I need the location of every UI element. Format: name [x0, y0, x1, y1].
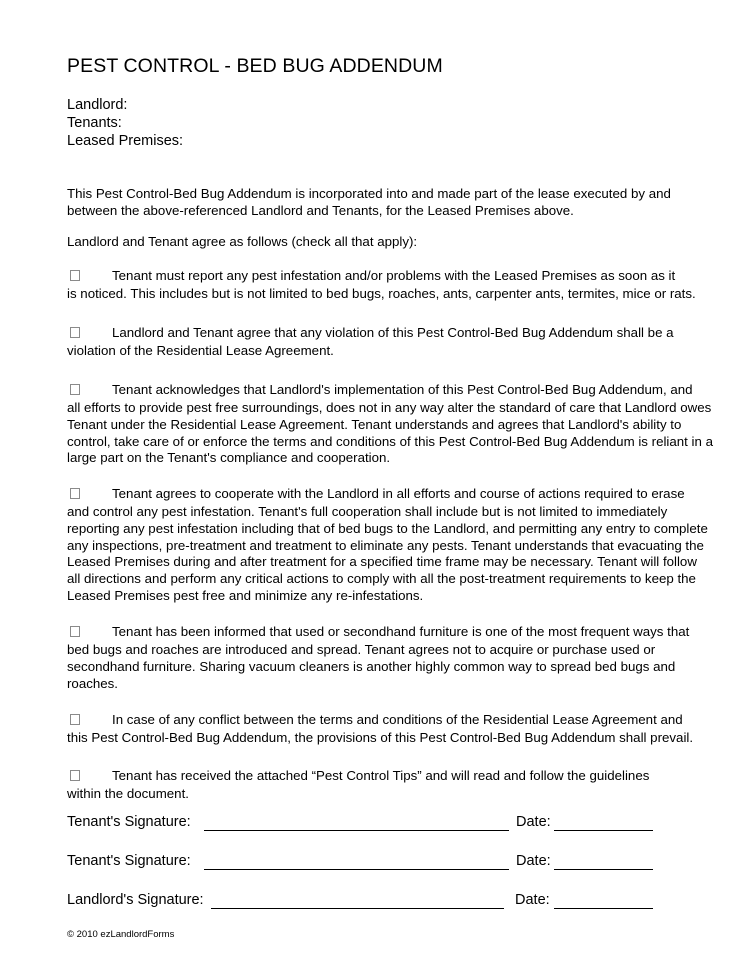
clause-1 — [67, 266, 713, 303]
tenant-signature-label: Tenant's Signature: — [67, 853, 191, 869]
clause-2 — [67, 323, 713, 360]
tenant-signature-label: Tenant's Signature: — [67, 814, 191, 830]
clause-5-checkbox[interactable] — [70, 626, 80, 637]
date-line[interactable] — [554, 908, 653, 909]
clause-5-text: bed bugs and roaches are introduced and spread. Tenant agrees not to acquire or purchase used or secondhand furniture. Sharing vacuum cleaners is another highly common way to spread bed bugs and roaches. — [67, 642, 676, 691]
clause-7 — [67, 766, 713, 803]
clause-4 — [67, 484, 713, 605]
date-line[interactable] — [554, 869, 653, 870]
landlord-signature-line[interactable] — [211, 908, 504, 909]
tenant-signature-row-1 — [67, 814, 667, 836]
clause-6 — [67, 710, 713, 747]
clause-1-text: is noticed. This includes but is not limited to bed bugs, roaches, ants, carpenter ants, termites, mice or rats. — [67, 286, 696, 301]
landlord-signature-label: Landlord's Signature: — [67, 892, 204, 908]
date-line[interactable] — [554, 830, 653, 831]
clause-6-text: this Pest Control-Bed Bug Addendum, the provisions of this Pest Control-Bed Bug Addendum shall prevail. — [67, 730, 694, 745]
clause-1-lead-text: Tenant must report any pest infestation and/or problems with the Leased Premises as soon as it — [112, 268, 676, 283]
clause-5 — [67, 622, 713, 692]
clause-7-checkbox[interactable] — [70, 770, 80, 781]
clause-5-lead-text: Tenant has been informed that used or secondhand furniture is one of the most frequent ways that — [112, 624, 690, 639]
clause-4-text: and control any pest infestation. Tenant's full cooperation shall include but is not limited to immediately reporting any pest infestation including that of bed bugs to the Landlord, and permitting any entry to complete any inspections, pre-treatment and treatment to eliminate any pests. Tenant understands that evacuating the Leased Premises during and after treatment for a specified time frame may be necessary. Tenant will follow all directions and perform any critical actions to comply with all the post-treatment requirements to keep the Leased Premises pest free and minimize any re-infestations. — [67, 504, 708, 603]
clause-6-lead-text: In case of any conflict between the terms and conditions of the Residential Lease Agreement and — [112, 712, 683, 727]
clause-2-checkbox[interactable] — [70, 327, 80, 338]
tenant-signature-line[interactable] — [204, 830, 509, 831]
agreement-lead: Landlord and Tenant agree as follows (check all that apply): — [67, 234, 418, 249]
document-title: PEST CONTROL - BED BUG ADDENDUM — [67, 55, 443, 77]
clause-7-lead-text: Tenant has received the attached “Pest Control Tips” and will read and follow the guidelines — [112, 768, 650, 783]
clause-3-checkbox[interactable] — [70, 384, 80, 395]
landlord-label: Landlord: — [67, 97, 128, 113]
copyright-footer: © 2010 ezLandlordForms — [67, 929, 175, 940]
clause-3-text: all efforts to provide pest free surroundings, does not in any way alter the standard of care that Landlord owes Tenant under the Residential Lease Agreement. Tenant understands and agrees that Landlord's ability to control, take care of or enforce the terms and conditions of this Pest Control-Bed Bug Addendum is reliant in a large part on the Tenant's compliance and cooperation. — [67, 400, 713, 466]
tenant-signature-line[interactable] — [204, 869, 509, 870]
leased-premises-label: Leased Premises: — [67, 133, 184, 149]
clause-7-text: within the document. — [67, 786, 189, 801]
clause-2-lead-text: Landlord and Tenant agree that any violation of this Pest Control-Bed Bug Addendum shall be a — [112, 325, 674, 340]
date-label: Date: — [515, 892, 550, 908]
clause-3 — [67, 380, 713, 467]
tenants-label: Tenants: — [67, 115, 122, 131]
clause-4-lead-text: Tenant agrees to cooperate with the Landlord in all efforts and course of actions required to erase — [112, 486, 685, 501]
intro-paragraph: This Pest Control-Bed Bug Addendum is incorporated into and made part of the lease executed by and between the above-referenced Landlord and Tenants, for the Leased Premises above. — [67, 186, 671, 218]
date-label: Date: — [516, 853, 551, 869]
clause-3-lead-text: Tenant acknowledges that Landlord's implementation of this Pest Control-Bed Bug Addendum, and — [112, 382, 693, 397]
clause-1-checkbox[interactable] — [70, 270, 80, 281]
tenant-signature-row-2 — [67, 853, 667, 875]
clause-4-checkbox[interactable] — [70, 488, 80, 499]
date-label: Date: — [516, 814, 551, 830]
landlord-signature-row — [67, 892, 667, 914]
clause-6-checkbox[interactable] — [70, 714, 80, 725]
clause-2-text: violation of the Residential Lease Agreement. — [67, 343, 334, 358]
